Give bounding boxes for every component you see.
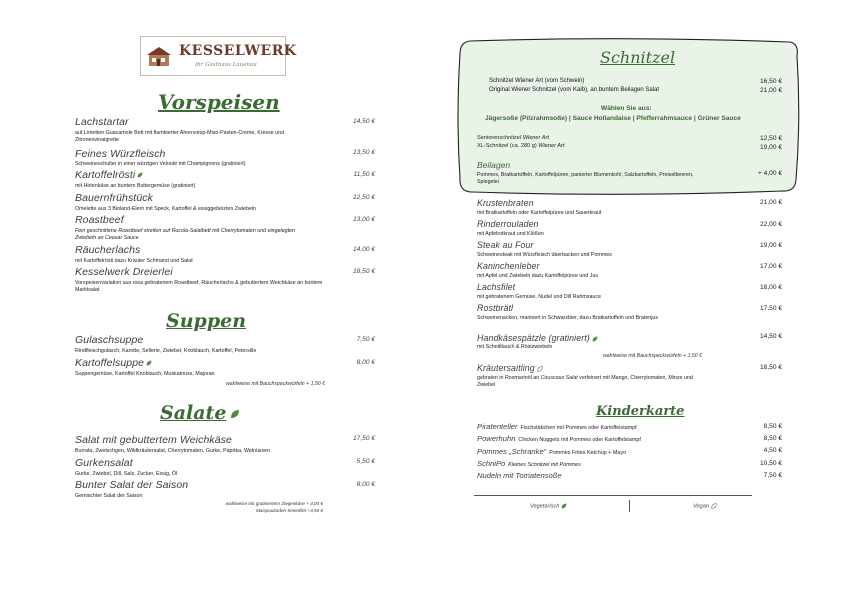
beilagen-name: Beilagen (477, 160, 511, 170)
legend-vegan-label: Vegan (693, 503, 709, 510)
dish-desc: Burrata, Zwetschgen, Wildkräutersalat, Cherrytomaten, Gurke, Paprika, Walnüssen (75, 448, 270, 454)
salate-title-text: Salate (160, 402, 227, 424)
dish-price: 13,00 € (353, 216, 375, 223)
schnitzel-title: Schnitzel (600, 48, 676, 67)
dish-name: Rinderrouladen (477, 219, 539, 229)
kids-name: Pommes „Schranke“ (477, 447, 547, 456)
schnitzel-item-2-price: 21,00 € (760, 87, 782, 94)
legend-separator (629, 500, 630, 512)
dish-price: 8,00 € (356, 481, 375, 488)
dish-name: Kaninchenleber (477, 261, 540, 271)
desc-part: gebraten in Rosmarinöl (477, 375, 532, 381)
dish-desc: Suppengemüse, Kartoffel Knoblauch, Muskatnuss, Majoran (75, 371, 215, 377)
dish-price: 21,00 € (760, 199, 782, 206)
desc-part-italic: an Couscous Salat (531, 375, 578, 381)
dish-desc: auf Limetten Guacamole Bett mit flambierter Ahornsirup-Miso-Pasten-Creme, Kresse und Zitronenvinaigrette (75, 130, 285, 143)
schnitzel-item-1-price: 16,50 € (760, 78, 782, 85)
dish-price: 18,50 € (760, 364, 782, 371)
kids-name: Piratenteller (477, 422, 518, 431)
kids-name: Nudeln mit Tomatensoße (477, 471, 562, 480)
vegetarian-leaf-icon (592, 336, 598, 342)
dish-price: 13,50 € (353, 149, 375, 156)
dish-name: Kesselwerk Dreierlei (75, 266, 173, 278)
dish-desc (477, 375, 712, 389)
dish-name: Lachstartar (75, 116, 129, 128)
sauce-list: Jägersoße (Pilzrahmsoße) | Sauce Hollandaise | Pfefferrahmsauce | Grüner Sauce (485, 115, 741, 122)
house-logo-icon (145, 44, 173, 68)
dish-name (477, 363, 543, 373)
logo-name: KESSELWERK (179, 43, 297, 59)
dish-desc: mit gebratenem Gemüse, Nudel und Dill Rahmsauce (477, 294, 601, 300)
beilagen-price: + 4,00 € (757, 170, 782, 177)
dish-desc: mit Kartoffelrösti dazu Kräuter Schmand und Salat (75, 258, 193, 264)
dish-name: Gulaschsuppe (75, 334, 144, 346)
kids-item (477, 447, 626, 456)
dish-desc: Schweinesteak mit Würzfleisch überbacken und Pommes (477, 252, 612, 258)
dish-name: Lachsfilet (477, 282, 516, 292)
dish-name: Salat mit gebuttertem Weichkäse (75, 434, 232, 446)
dish-desc: Omelette aus 3 Bioland-Eiern mit Speck, Kartoffel & essiggebeizten Zwiebeln (75, 206, 256, 212)
dish-desc: mit Schnittlauch & Röstzwiebeln (477, 344, 553, 350)
dish-price: 17,50 € (353, 435, 375, 442)
dish-desc: Gurke, Zwiebel, Dill, Salz, Zucker, Essig, Öl (75, 471, 178, 477)
logo (140, 36, 297, 76)
kids-desc: Chicken Nuggets mit Pommes oder Kartoffelstampf (518, 437, 641, 443)
dish-desc: Gemischter Salat der Saison (75, 493, 143, 499)
dish-price: 19,00 € (760, 242, 782, 249)
kids-item (477, 422, 637, 431)
schnitzel-item-1: Schnitzel Wiener Art (vom Schwein) (489, 78, 585, 84)
dish-name: Krustenbraten (477, 198, 534, 208)
xl-name: XL-Schnitzel (ca. 280 g) (477, 143, 537, 149)
dish-price: 17,00 € (760, 263, 782, 270)
dish-desc: Fein geschnittene Roastbeef streifen auf Rucola-Salatbett mit Cherrytomaten und eingelegten Zwiebeln an Ceasar Sauce (75, 228, 295, 241)
kids-price: 8,50 € (763, 435, 782, 442)
kids-desc: Fischstäbchen mit Pommes oder Kartoffelstampf (520, 425, 637, 431)
sauce-heading: Wählen Sie aus: (601, 105, 652, 112)
dish-desc: Rindfleischgulasch, Karotte, Sellerie, Zwiebel, Knoblauch, Kartoffel, Petersilie (75, 348, 257, 354)
dish-name: Rostbrätl (477, 303, 514, 313)
vegan-leaf-icon (711, 503, 717, 509)
kids-item (477, 459, 581, 468)
kinderkarte-title: Kinderkarte (596, 404, 685, 419)
senior-name: Seniorenschnitzel (477, 135, 522, 141)
kids-price: 10,50 € (760, 460, 782, 467)
kids-desc: Kleines Schnitzel mit Pommes (508, 462, 581, 468)
kids-item (477, 434, 641, 443)
legend-vegan (693, 503, 717, 509)
dish-desc: mit Bratkartoffeln oder Kartoffelpüree und Sauerkraut (477, 210, 602, 216)
dish-desc: Schweinenacken, mariniert in Schwarzbier, dazu Bratkartoffeln und Bratenjus (477, 315, 658, 321)
legend-divider (474, 495, 752, 496)
dish-name-text: Kartoffelrösti (75, 169, 136, 181)
senior-schnitzel (477, 135, 549, 141)
dish-name-text: Kräutersaitling (477, 363, 535, 373)
xl-price: 19,00 € (760, 144, 782, 151)
dish-name: Räucherlachs (75, 244, 141, 256)
dish-name: Steak au Four (477, 240, 534, 250)
suppen-title: Suppen (166, 310, 247, 332)
logo-tagline: Ihr Gasthaus Lauenau (195, 62, 257, 68)
vorspeisen-title: Vorspeisen (158, 90, 280, 114)
dish-desc: Schweineschulter in einer würzigen Velouté mit Champignons (gratiniert) (75, 161, 246, 167)
legend-vegetarian (530, 503, 567, 509)
desc-part: verfeinert mit Mango, Cherrytomaten, Minze und Zwiebel (477, 375, 693, 388)
dish-name: Bauernfrühstück (75, 192, 153, 204)
suppen-note: wahlweise mit Bauchspeckwürfeln + 1,50 € (225, 381, 325, 387)
dish-price: 7,50 € (356, 336, 375, 343)
dish-price: 11,50 € (353, 171, 375, 178)
dish-name: Roastbeef (75, 214, 124, 226)
dish-name: Gurkensalat (75, 457, 133, 469)
kids-price: 8,50 € (763, 423, 782, 430)
vegetarian-leaf-icon (561, 503, 567, 509)
vegetarian-leaf-icon (137, 172, 143, 178)
senior-price: 12,50 € (760, 135, 782, 142)
dish-name (75, 357, 152, 369)
salate-title (160, 402, 240, 424)
dish-desc: mit Hirtenkäse an buntem Buttergemüse (gratiniert) (75, 183, 196, 189)
dish-price: 18,00 € (760, 284, 782, 291)
kids-price: 4,50 € (763, 447, 782, 454)
dish-name-text: Kartoffelsuppe (75, 357, 145, 369)
xl-style: Wiener Art (538, 143, 565, 149)
dish-price: 17,50 € (760, 305, 782, 312)
dish-price: 22,00 € (760, 221, 782, 228)
salate-note-2: Maispoularden-Innenfilet +3,50 € (255, 508, 323, 513)
dish-price: 18,50 € (353, 268, 375, 275)
vegetarian-leaf-icon (146, 360, 152, 366)
schnitzel-item-2: Original Wiener Schnitzel (vom Kalb), an buntem Beilagen Salat (489, 87, 660, 93)
dish-price: 8,00 € (356, 359, 375, 366)
dish-name-text: Handkäsespätzle (gratiniert) (477, 333, 590, 343)
dish-name: Bunter Salat der Saison (75, 479, 189, 491)
vegan-leaf-icon (537, 366, 543, 372)
kids-name: SchniPo (477, 459, 506, 468)
dish-name (75, 169, 143, 181)
dish-name: Feines Würzfleisch (75, 148, 166, 160)
salate-note-1: wahlweise mit gratiniertem Ziegenkäse + 4,00 € (225, 501, 323, 506)
dish-price: 12,50 € (353, 194, 375, 201)
kids-name: Powerhuhn (477, 434, 516, 443)
dish-desc: mit Apfelrotkraut und Klößen (477, 231, 544, 237)
vegetarian-leaf-icon (230, 409, 240, 419)
dish-desc: Vorspeisenvariation aus rosa gebratenem Roastbeef, Räucherlachs & gebuttertem Weichkäse an buntem Marktsalat (75, 280, 323, 293)
senior-style: Wiener Art (522, 135, 549, 141)
kids-price: 7,50 € (763, 472, 782, 479)
legend-vegetarian-label: Vegetarisch (530, 503, 560, 510)
dish-desc: mit Apfel und Zwiebeln dazu Kartoffelpüree und Jus (477, 273, 598, 279)
dish-note: wahlweise mit Bauchspeckwürfeln + 1,50 € (602, 353, 702, 359)
kids-desc: Pommes Frites Ketchup + Mayo (549, 450, 627, 456)
xl-schnitzel (477, 143, 564, 149)
dish-price: 5,50 € (356, 458, 375, 465)
dish-price: 14,00 € (353, 246, 375, 253)
dish-price: 14,50 € (353, 118, 375, 125)
dish-name (477, 333, 598, 343)
dish-price: 14,50 € (760, 333, 782, 340)
beilagen-desc: Pommes, Bratkartoffeln, Kartoffelpüree, panierter Blumenkohl, Salzkartoffeln, Preiselbeeren, Spiegelei (477, 172, 694, 185)
kids-item (477, 471, 562, 480)
